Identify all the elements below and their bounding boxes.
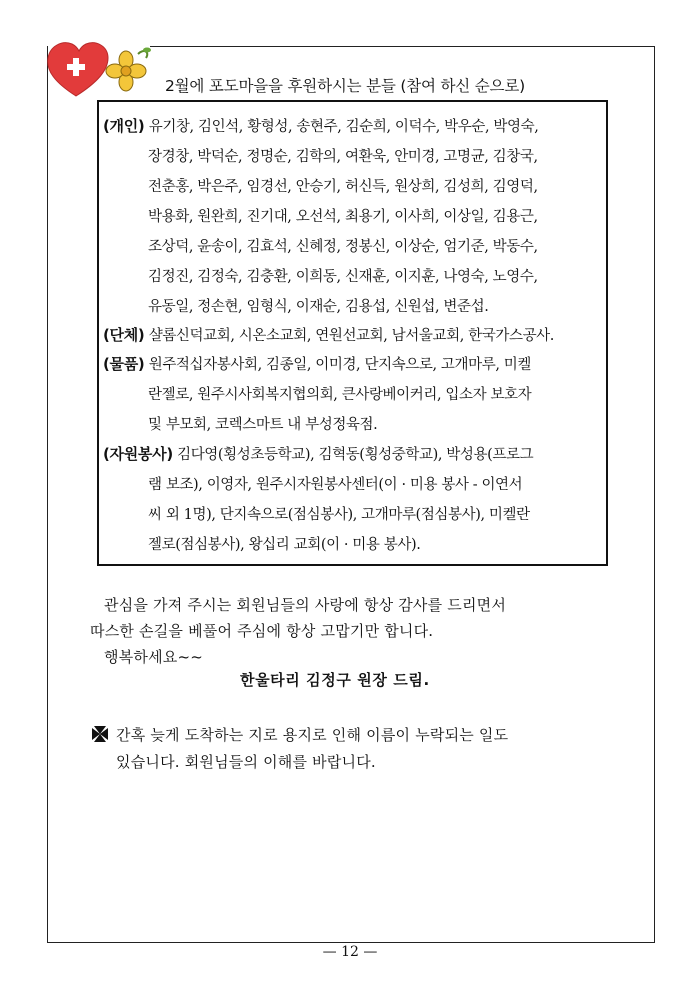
signature: 한울타리 김정구 원장 드림. [240, 671, 430, 689]
heart-flower-logo-icon [46, 38, 156, 100]
goods-line-3: 및 부모회, 코렉스마트 내 부성정육점. [148, 417, 378, 433]
note-line-1: 간혹 늦게 도착하는 지로 용지로 인해 이름이 누락되는 일도 [116, 726, 509, 744]
volunteer-line-3: 씨 외 1명), 단지속으로(점심봉사), 고개마루(점심봉사), 미켈란 [148, 507, 530, 523]
volunteer-line-4: 젤로(점심봉사), 왕십리 교회(이 · 미용 봉사). [148, 537, 421, 553]
donor-names: 유기창, 김인석, 황형성, 송현주, 김순희, 이덕수, 박우순, 박영숙, [148, 119, 539, 135]
individual-line-5: 조상덕, 윤송이, 김효석, 신혜정, 정봉신, 이상순, 엄기준, 박동수, [148, 239, 538, 255]
frame-top-line [150, 46, 654, 47]
individual-line-6: 김정진, 김정숙, 김충환, 이희동, 신재훈, 이지훈, 나영숙, 노영수, [148, 269, 538, 285]
maltese-cross-icon [91, 725, 109, 743]
message-line-1: 관심을 가져 주시는 회원님들의 사랑에 항상 감사를 드리면서 [104, 596, 507, 614]
goods-line-1 [103, 353, 531, 374]
note-line-2: 있습니다. 회원님들의 이해를 바랍니다. [116, 753, 376, 771]
individual-line-1 [103, 115, 538, 136]
goods-label: (물품) [103, 355, 145, 373]
volunteer-label: (자원봉사) [103, 445, 173, 463]
goods-names: 원주적십자봉사회, 김종일, 이미경, 단지속으로, 고개마루, 미켈 [148, 357, 531, 373]
page-number: — 12 — [322, 944, 378, 960]
message-line-2: 따스한 손길을 베풀어 주심에 항상 고맙기만 합니다. [90, 622, 434, 640]
organization-label: (단체) [103, 326, 145, 344]
volunteer-line-1 [103, 443, 533, 464]
individual-line-2: 장경창, 박덕순, 정명순, 김학의, 여환욱, 안미경, 고명균, 김창국, [148, 149, 538, 165]
individual-line-4: 박용화, 원완희, 진기대, 오선석, 최용기, 이사희, 이상일, 김용근, [148, 209, 538, 225]
organization-line-1 [103, 324, 554, 345]
individual-label: (개인) [103, 117, 145, 135]
volunteer-names: 김다영(횡성초등학교), 김혁동(횡성중학교), 박성용(프로그 [177, 447, 534, 463]
organization-names: 샬롬신덕교회, 시온소교회, 연원선교회, 남서울교회, 한국가스공사. [148, 328, 554, 344]
volunteer-line-2: 램 보조), 이영자, 원주시자원봉사센터(이 · 미용 봉사 - 이연서 [148, 477, 523, 493]
goods-line-2: 란젤로, 원주시사회복지협의회, 큰사랑베이커리, 입소자 보호자 [148, 387, 532, 403]
individual-line-7: 유동일, 정손현, 임형식, 이재순, 김용섭, 신원섭, 변준섭. [148, 299, 489, 315]
message-line-3: 행복하세요~~ [104, 648, 203, 666]
individual-line-3: 전춘홍, 박은주, 임경선, 안승기, 허신득, 원상희, 김성희, 김영덕, [148, 179, 538, 195]
page-heading: 2월에 포도마을을 후원하시는 분들 (참여 하신 순으로) [165, 77, 525, 95]
